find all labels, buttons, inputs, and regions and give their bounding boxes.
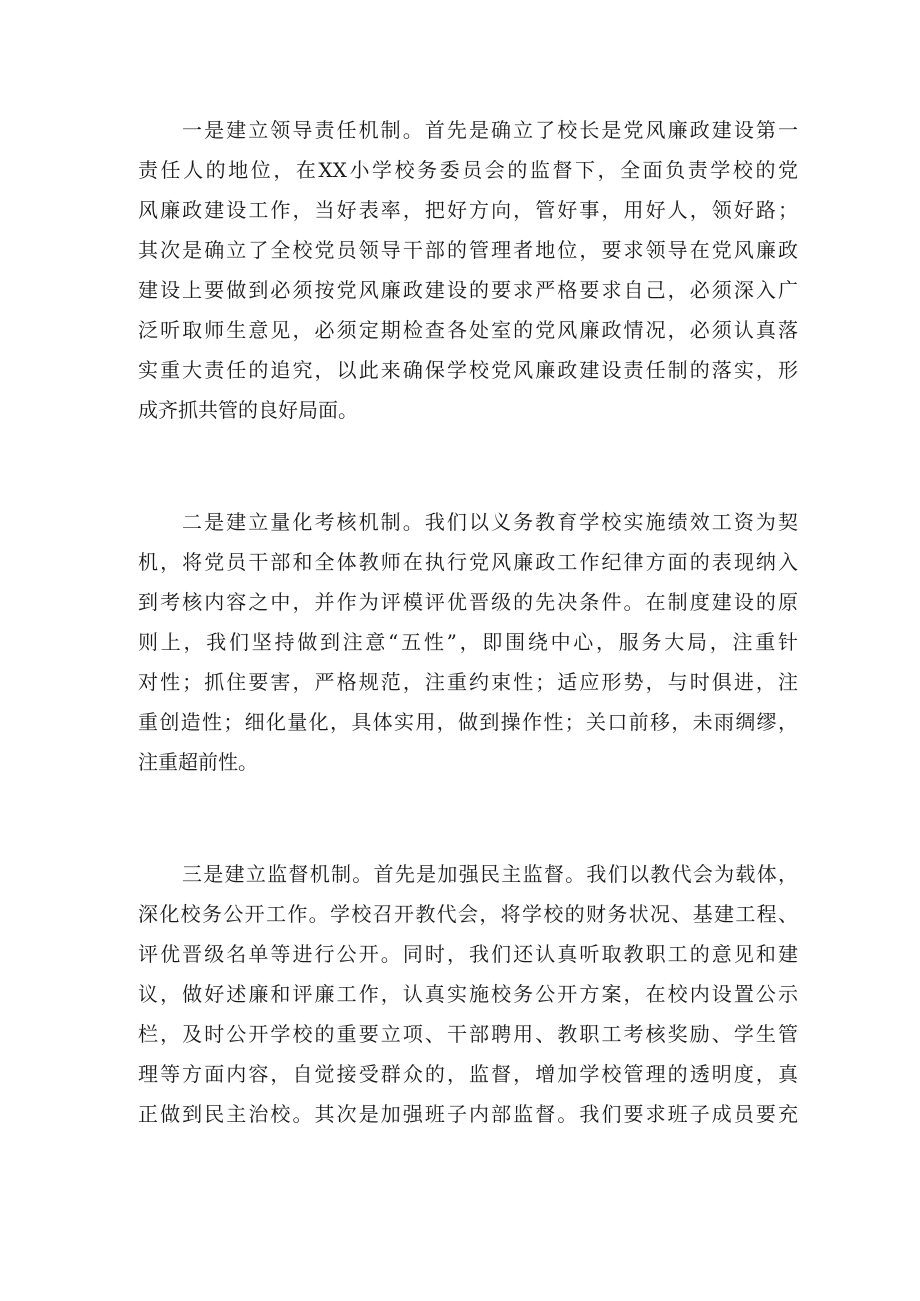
text-line: 评优晋级名单等进行公开。同时，我们还认真听取教职工的意见和建 <box>138 942 798 966</box>
text-line: 议，做好述廉和评廉工作，认真实施校务公开方案，在校内设置公示 <box>138 982 798 1006</box>
text-line: 一是建立领导责任机制。首先是确立了校长是党风廉政建设第一 <box>182 118 798 142</box>
paragraph-supervision-mechanism <box>138 854 798 1134</box>
paragraph-leadership-responsibility <box>138 110 798 430</box>
text-line: 机，将党员干部和全体教师在执行党风廉政工作纪律方面的表现纳入 <box>138 550 798 574</box>
text-line: 泛听取师生意见，必须定期检查各处室的党风廉政情况，必须认真落 <box>138 318 798 342</box>
text-line: 理等方面内容，自觉接受群众的，监督，增加学校管理的透明度，真 <box>138 1062 798 1086</box>
paragraph-quantitative-assessment <box>138 502 798 782</box>
text-line: 正做到民主治校。其次是加强班子内部监督。我们要求班子成员要充 <box>138 1102 798 1126</box>
text-line: 深化校务公开工作。学校召开教代会，将学校的财务状况、基建工程、 <box>138 902 798 926</box>
text-line: 则上，我们坚持做到注意“五性”，即围绕中心，服务大局，注重针 <box>138 630 798 654</box>
text-line: 责任人的地位，在XX小学校务委员会的监督下，全面负责学校的党 <box>138 158 798 182</box>
text-line: 到考核内容之中，并作为评模评优晋级的先决条件。在制度建设的原 <box>138 590 798 614</box>
text-line: 栏，及时公开学校的重要立项、干部聘用、教职工考核奖励、学生管 <box>138 1022 798 1046</box>
document-body <box>138 110 798 1134</box>
text-line: 实重大责任的追究，以此来确保学校党风廉政建设责任制的落实，形 <box>138 358 798 382</box>
text-line: 建设上要做到必须按党风廉政建设的要求严格要求自己，必须深入广 <box>138 278 798 302</box>
text-line: 二是建立量化考核机制。我们以义务教育学校实施绩效工资为契 <box>182 510 798 534</box>
text-line: 风廉政建设工作，当好表率，把好方向，管好事，用好人，领好路； <box>138 198 798 222</box>
text-line: 重创造性；细化量化，具体实用，做到操作性；关口前移，未雨绸缪， <box>138 710 798 734</box>
text-line: 其次是确立了全校党员领导干部的管理者地位，要求领导在党风廉政 <box>138 238 798 262</box>
text-line: 对性；抓住要害，严格规范，注重约束性；适应形势，与时俱进，注 <box>138 670 798 694</box>
text-line: 成齐抓共管的良好局面。 <box>138 398 358 422</box>
text-line: 注重超前性。 <box>138 750 258 774</box>
paragraph-gap <box>138 430 798 502</box>
text-line: 三是建立监督机制。首先是加强民主监督。我们以教代会为载体， <box>182 862 798 886</box>
paragraph-gap <box>138 782 798 854</box>
